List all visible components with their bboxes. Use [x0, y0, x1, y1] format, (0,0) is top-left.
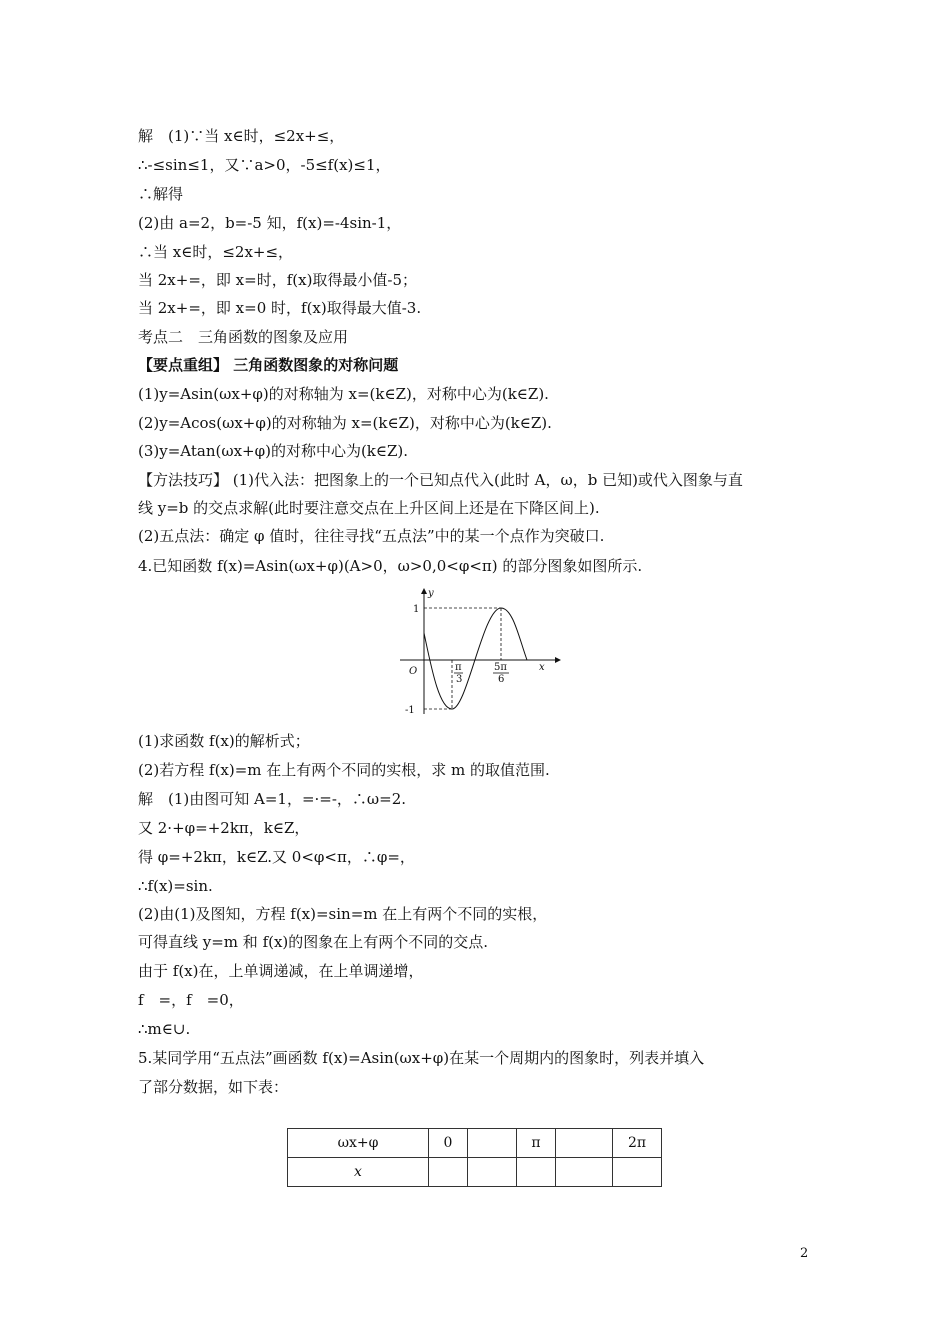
- table-cell: [556, 1129, 613, 1158]
- line-5: 当 2x+=，即 x=时，f(x)取得最小值-5；: [138, 271, 418, 289]
- table-cell: [517, 1158, 556, 1187]
- tick1-num: π: [455, 662, 462, 673]
- line-3: (2)由 a=2，b=-5 知，f(x)=-4sin-1，: [138, 214, 402, 232]
- line-1: ∴-≤sin≤1，又∵a>0，-5≤f(x)≤1，: [138, 156, 391, 174]
- origin-label: O: [409, 666, 418, 677]
- line-10: (2)y=Acos(ωx+φ)的对称轴为 x=(k∈Z)，对称中心为(k∈Z).: [138, 414, 552, 432]
- table-row: [288, 1129, 662, 1158]
- line-28: 了部分数据，如下表：: [138, 1078, 289, 1096]
- line-0: 解 (1)∵当 x∈时，≤2x+≤，: [138, 127, 345, 145]
- line-9: (1)y=Asin(ωx+φ)的对称轴为 x=(k∈Z)，对称中心为(k∈Z).: [138, 385, 549, 403]
- table-cell: π: [517, 1129, 556, 1158]
- question-1: (1)求函数 f(x)的解析式；: [138, 732, 310, 750]
- key-points-heading: 【要点重组】 三角函数图象的对称问题: [138, 356, 399, 374]
- line-13: 线 y=b 的交点求解(此时要注意交点在上升区间上还是在下降区间上).: [138, 499, 600, 517]
- table-cell: 2π: [613, 1129, 662, 1158]
- table-cell: [613, 1158, 662, 1187]
- table-cell: [429, 1158, 468, 1187]
- table-cell: [468, 1158, 517, 1187]
- table-cell: [556, 1158, 613, 1187]
- line-20: 得 φ=+2kπ，k∈Z.又 0<φ<π，∴φ=，: [138, 848, 415, 866]
- y-axis-label: y: [428, 588, 434, 599]
- tick2-den: 6: [498, 674, 505, 685]
- line-18: 解 (1)由图可知 A=1，=·=-，∴ω=2.: [138, 790, 407, 808]
- question-2: (2)若方程 f(x)=m 在上有两个不同的实根，求 m 的取值范围.: [138, 761, 550, 779]
- section-heading: 考点二 三角函数的图象及应用: [138, 328, 349, 346]
- line-22: (2)由(1)及图知，方程 f(x)=sin=m 在上有两个不同的实根，: [138, 905, 548, 923]
- page-number: 2: [800, 1246, 809, 1261]
- line-25: f =，f =0，: [138, 991, 244, 1009]
- sine-graph: [395, 586, 565, 721]
- line-2: ∴解得: [138, 185, 184, 203]
- table-row: [288, 1158, 662, 1187]
- problem-4: 4.已知函数 f(x)=Asin(ωx+φ)(A>0，ω>0,0<φ<π) 的部分图象如图所示.: [138, 557, 643, 575]
- line-21: ∴f(x)=sin.: [138, 877, 213, 895]
- line-24: 由于 f(x)在，上单调递减，在上单调递增，: [138, 962, 424, 980]
- y-top-label: 1: [413, 604, 420, 615]
- line-23: 可得直线 y=m 和 f(x)的图象在上有两个不同的交点.: [138, 933, 489, 951]
- problem-5: 5.某同学用“五点法”画函数 f(x)=Asin(ωx+φ)在某一个周期内的图象时，列表并填入: [138, 1049, 705, 1067]
- data-table: [287, 1128, 662, 1187]
- line-4: ∴当 x∈时，≤2x+≤，: [138, 243, 294, 261]
- x-axis-label: x: [539, 662, 545, 673]
- table-cell: [468, 1129, 517, 1158]
- table-cell: x: [288, 1158, 429, 1187]
- line-11: (3)y=Atan(ωx+φ)的对称中心为(k∈Z).: [138, 442, 409, 460]
- line-26: ∴m∈∪.: [138, 1020, 191, 1038]
- table-cell: 0: [429, 1129, 468, 1158]
- tick1-den: 3: [456, 674, 463, 685]
- tick2-num: 5π: [494, 662, 507, 673]
- line-19: 又 2·+φ=+2kπ，k∈Z，: [138, 819, 310, 837]
- line-6: 当 2x+=，即 x=0 时，f(x)取得最大值-3.: [138, 299, 422, 317]
- y-bottom-label: -1: [405, 705, 415, 716]
- table-cell: ωx+φ: [288, 1129, 429, 1158]
- method-tips: 【方法技巧】 (1)代入法：把图象上的一个已知点代入(此时 A，ω，b 已知)或代入图象与直: [138, 471, 743, 489]
- line-14: (2)五点法：确定 φ 值时，往往寻找“五点法”中的某一个点作为突破口.: [138, 527, 605, 545]
